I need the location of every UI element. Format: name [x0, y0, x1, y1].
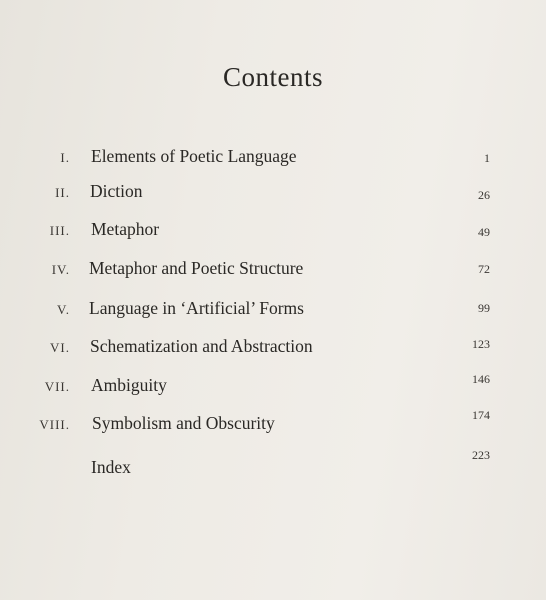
chapter-title: Language in ‘Artificial’ Forms: [89, 298, 304, 318]
page-number: 26: [478, 188, 490, 202]
chapter-number: VII.: [44, 379, 70, 394]
toc-entry-7: [0, 372, 546, 405]
toc-entry-index: [0, 448, 546, 487]
chapter-number: VI.: [50, 340, 70, 355]
chapter-title: Ambiguity: [91, 375, 167, 395]
chapter-number: V.: [57, 302, 70, 317]
chapter-title: Metaphor and Poetic Structure: [89, 258, 304, 278]
toc-entry-6: [0, 336, 546, 366]
chapter-number: VIII.: [39, 417, 70, 432]
page-number: 49: [478, 225, 490, 239]
toc-entry-2: [0, 181, 546, 211]
chapter-title: Elements of Poetic Language: [91, 146, 297, 166]
chapter-title: Schematization and Abstraction: [90, 336, 313, 356]
index-title: Index: [91, 457, 131, 477]
page-number: 146: [472, 372, 490, 386]
toc-entry-4: [0, 258, 546, 288]
chapter-title: Metaphor: [91, 219, 160, 239]
chapter-title: Diction: [90, 181, 143, 201]
chapter-title: Symbolism and Obscurity: [92, 413, 275, 433]
contents-title: Contents: [222, 62, 323, 92]
chapter-number: I.: [60, 150, 70, 165]
page-number: 174: [472, 408, 490, 422]
toc-entry-1: [0, 146, 546, 176]
page-number: 223: [472, 448, 490, 462]
chapter-number: II.: [55, 185, 70, 200]
toc-entry-8: [0, 408, 546, 443]
page-number: 123: [472, 337, 490, 351]
page-number: 99: [478, 301, 490, 315]
toc-entry-5: [0, 298, 546, 328]
toc-entry-3: [0, 219, 546, 249]
page-number: 1: [484, 151, 490, 165]
chapter-number: IV.: [51, 262, 70, 277]
page-number: 72: [478, 262, 490, 276]
chapter-number: III.: [49, 223, 70, 238]
